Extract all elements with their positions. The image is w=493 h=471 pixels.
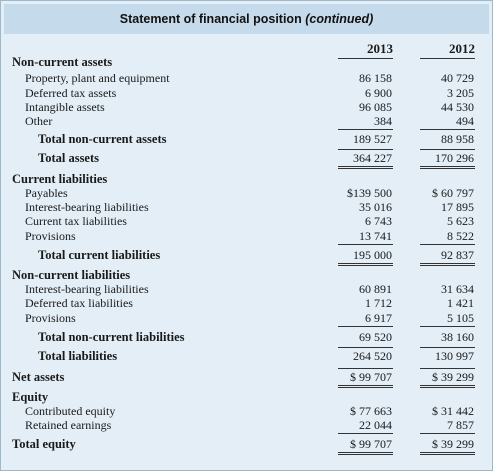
total-rule bbox=[420, 452, 475, 453]
table-row bbox=[0, 418, 493, 432]
section-heading: Non-current assets bbox=[12, 55, 113, 69]
value-2013: $139 500 bbox=[347, 186, 392, 200]
total-rule bbox=[338, 263, 393, 264]
row-label: Payables bbox=[25, 186, 68, 200]
statement-title-main: Statement of financial position bbox=[119, 12, 302, 26]
row-label: Deferred tax liabilities bbox=[25, 296, 133, 310]
table-row bbox=[0, 370, 493, 384]
total-rule bbox=[420, 368, 475, 369]
value-2013: 13 741 bbox=[359, 229, 392, 243]
table-row bbox=[0, 437, 493, 451]
row-label: Deferred tax assets bbox=[25, 86, 117, 100]
row-label: Retained earnings bbox=[25, 418, 112, 432]
value-2013: 60 891 bbox=[359, 282, 392, 296]
value-2012: 170 296 bbox=[435, 151, 474, 165]
value-2013: 35 016 bbox=[359, 200, 392, 214]
row-label: Intangible assets bbox=[25, 100, 105, 114]
total-rule bbox=[420, 347, 475, 348]
total-rule bbox=[338, 368, 393, 369]
row-label: Total current liabilities bbox=[38, 248, 161, 262]
value-2013: 6 900 bbox=[365, 86, 392, 100]
section-heading: Non-current liabilities bbox=[12, 268, 131, 282]
table-row bbox=[0, 214, 493, 228]
table-row bbox=[0, 349, 493, 363]
total-rule bbox=[338, 168, 393, 169]
total-rule bbox=[338, 149, 393, 150]
total-rule bbox=[420, 263, 475, 264]
value-2012: 5 105 bbox=[447, 311, 474, 325]
table-row bbox=[0, 200, 493, 214]
total-rule bbox=[338, 129, 393, 130]
row-label: Interest-bearing liabilities bbox=[25, 200, 149, 214]
table-row bbox=[0, 114, 493, 128]
value-2013: 6 917 bbox=[365, 311, 392, 325]
value-2012: 88 958 bbox=[441, 132, 474, 146]
value-2012: 40 729 bbox=[441, 71, 474, 85]
total-rule bbox=[420, 385, 475, 386]
total-rule bbox=[420, 265, 475, 266]
statement-title bbox=[4, 4, 489, 34]
row-label: Contributed equity bbox=[25, 404, 116, 418]
table-row bbox=[0, 390, 493, 404]
row-label: Property, plant and equipment bbox=[25, 71, 170, 85]
row-label: Total assets bbox=[38, 151, 100, 165]
value-2013: $ 99 707 bbox=[350, 370, 392, 384]
value-2013: 86 158 bbox=[359, 71, 392, 85]
total-rule bbox=[338, 244, 393, 245]
total-rule bbox=[420, 149, 475, 150]
row-label: Current tax liabilities bbox=[25, 214, 127, 228]
value-2012: 17 895 bbox=[441, 200, 474, 214]
total-rule bbox=[338, 166, 393, 167]
value-2012: 92 837 bbox=[441, 248, 474, 262]
table-row bbox=[0, 268, 493, 282]
value-2012: 494 bbox=[456, 114, 474, 128]
table-row bbox=[0, 172, 493, 186]
row-label: Interest-bearing liabilities bbox=[25, 282, 149, 296]
value-2012: 44 530 bbox=[441, 100, 474, 114]
value-2013: 384 bbox=[374, 114, 392, 128]
total-rule bbox=[420, 454, 475, 455]
row-label: Total non-current liabilities bbox=[38, 330, 185, 344]
total-rule bbox=[420, 168, 475, 169]
value-2013: 264 520 bbox=[353, 349, 392, 363]
table-row bbox=[0, 404, 493, 418]
column-header-2012: 2012 bbox=[449, 41, 475, 56]
total-rule bbox=[338, 454, 393, 455]
total-rule bbox=[420, 433, 475, 434]
total-rule bbox=[338, 265, 393, 266]
column-header-2013: 2013 bbox=[367, 41, 393, 56]
total-rule bbox=[338, 452, 393, 453]
table-row bbox=[0, 330, 493, 344]
table-row bbox=[0, 296, 493, 310]
value-2013: 69 520 bbox=[359, 330, 392, 344]
value-2013: 195 000 bbox=[353, 248, 392, 262]
total-rule bbox=[420, 326, 475, 327]
row-label: Total non-current assets bbox=[38, 132, 167, 146]
total-rule bbox=[338, 385, 393, 386]
total-rule bbox=[420, 244, 475, 245]
total-rule bbox=[338, 433, 393, 434]
total-rule bbox=[420, 129, 475, 130]
table-row bbox=[0, 100, 493, 114]
value-2013: 96 085 bbox=[359, 100, 392, 114]
value-2012: 31 634 bbox=[441, 282, 474, 296]
value-2013: $ 77 663 bbox=[350, 404, 392, 418]
value-2012: 5 623 bbox=[447, 214, 474, 228]
total-rule bbox=[420, 387, 475, 388]
table-row bbox=[0, 71, 493, 85]
table-row bbox=[0, 311, 493, 325]
section-heading: Equity bbox=[12, 390, 49, 404]
table-row bbox=[0, 282, 493, 296]
statement-title-suffix: (continued) bbox=[305, 12, 374, 26]
row-label: Provisions bbox=[25, 229, 76, 243]
value-2012: $ 39 299 bbox=[432, 437, 474, 451]
value-2013: 22 044 bbox=[359, 418, 392, 432]
total-rule bbox=[338, 326, 393, 327]
total-rule bbox=[420, 166, 475, 167]
value-2013: 189 527 bbox=[353, 132, 392, 146]
value-2012: $ 60 797 bbox=[432, 186, 474, 200]
row-label: Provisions bbox=[25, 311, 76, 325]
row-label: Other bbox=[25, 114, 53, 128]
value-2012: 38 160 bbox=[441, 330, 474, 344]
section-heading: Current liabilities bbox=[12, 172, 108, 186]
table-row bbox=[0, 229, 493, 243]
row-label: Net assets bbox=[12, 370, 65, 384]
value-2013: 6 743 bbox=[365, 214, 392, 228]
total-rule bbox=[338, 387, 393, 388]
value-2013: 1 712 bbox=[365, 296, 392, 310]
value-2012: 130 997 bbox=[435, 349, 474, 363]
table-row bbox=[0, 132, 493, 146]
value-2012: 1 421 bbox=[447, 296, 474, 310]
table-row bbox=[0, 248, 493, 262]
value-2013: $ 99 707 bbox=[350, 437, 392, 451]
value-2012: 7 857 bbox=[447, 418, 474, 432]
row-label: Total liabilities bbox=[38, 349, 118, 363]
total-rule bbox=[338, 347, 393, 348]
table-row bbox=[0, 151, 493, 165]
row-label: Total equity bbox=[12, 437, 76, 451]
table-row bbox=[0, 186, 493, 200]
value-2012: 3 205 bbox=[447, 86, 474, 100]
table-row bbox=[0, 55, 493, 69]
value-2012: $ 31 442 bbox=[432, 404, 474, 418]
value-2012: 8 522 bbox=[447, 229, 474, 243]
value-2012: $ 39 299 bbox=[432, 370, 474, 384]
value-2013: 364 227 bbox=[353, 151, 392, 165]
table-row bbox=[0, 86, 493, 100]
